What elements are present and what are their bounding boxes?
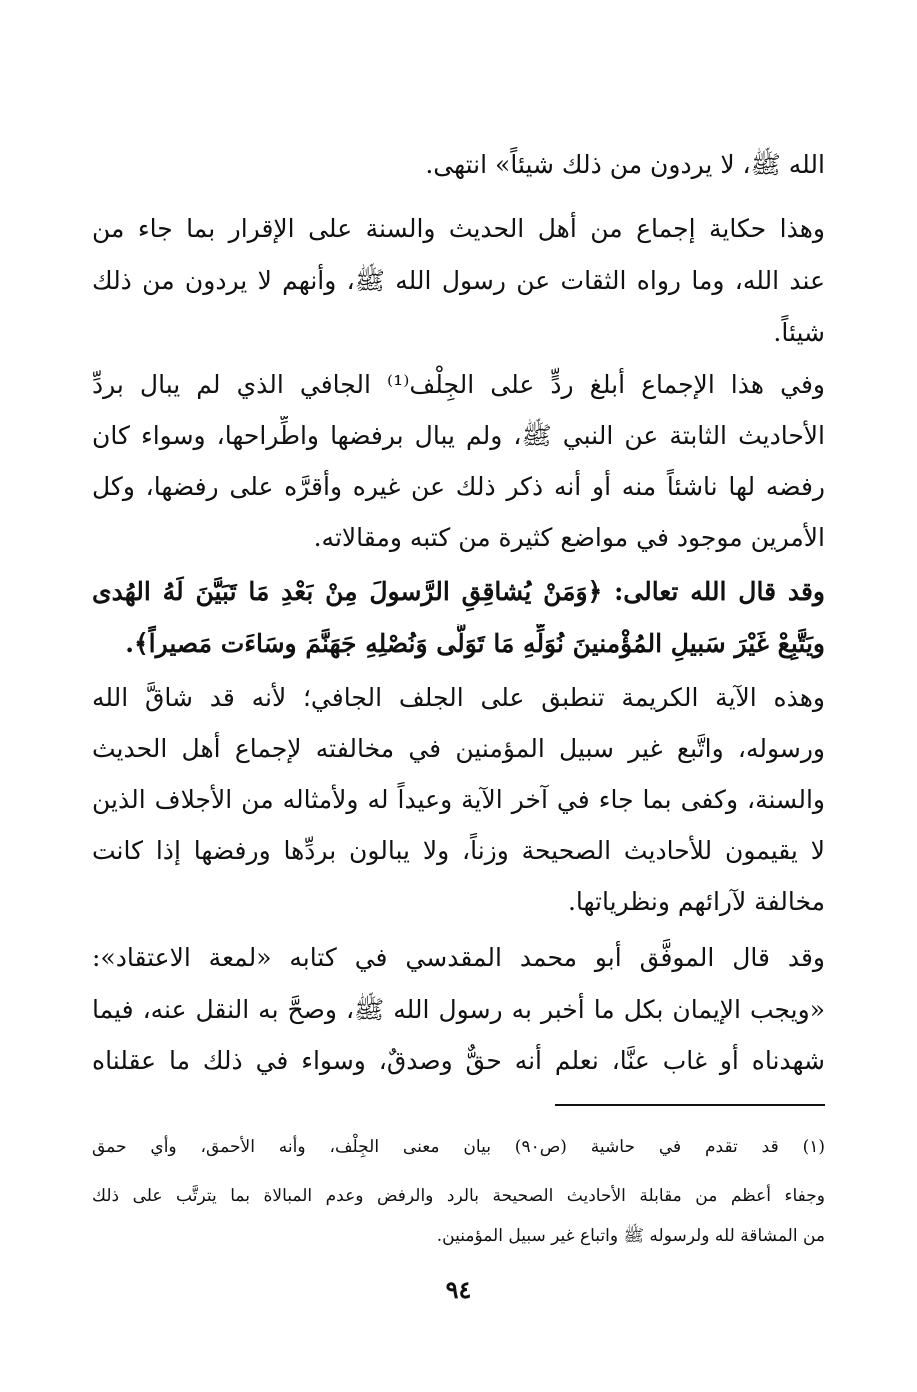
footnote-separator [555,1104,825,1106]
body-line-16: وقد قال الموفَّق أبو محمد المقدسي في كتابه «لمعة الاعتقاد»: [92,943,825,972]
body-line-12: ورسوله، واتَّبع غير سبيل المؤمنين في مخالفته لإجماع أهل الحديث [92,734,825,763]
body-line-4: شيئاً. [773,318,825,347]
body-line-17: «ويجب الإيمان بكل ما أخبر به رسول الله ﷺ، وصحَّ به النقل عنه، فيما [92,995,825,1024]
body-line-2: وهذا حكاية إجماع من أهل الحديث والسنة على الإقرار بما جاء من [92,214,825,243]
body-line-3: عند الله، وما رواه الثقات عن رسول الله ﷺ، وأنهم لا يردون من ذلك [92,266,825,295]
body-line-15: مخالفة لآرائهم ونظرياتها. [567,887,825,916]
body-line-7: رفضه لها ناشئاً منه أو أنه ذكر ذلك عن غيره وأقرَّه على رفضها، وكل [92,472,825,501]
body-line-9: وقد قال الله تعالى: ﴿وَمَنْ يُشاقِقِ الرَّسولَ مِنْ بَعْدِ مَا تَبَيَّنَ لَهُ الهُدى [92,577,825,606]
body-line-14: لا يقيمون للأحاديث الصحيحة وزناً، ولا يبالون بردِّها ورفضها إذا كانت [92,836,825,865]
footnote-line-2: وجفاء أعظم من مقابلة الأحاديث الصحيحة بالرد والرفض وعدم المبالاة بما يترتَّب على ذلك [92,1186,825,1206]
body-line-8: الأمرين موجود في مواضع كثيرة من كتبه ومقالاته. [313,523,825,552]
body-line-5: وفي هذا الإجماع أبلغ ردٍّ على الجِلْف⁽¹⁾ الجافي الذي لم يبال بردِّ [92,370,825,399]
body-line-11: وهذه الآية الكريمة تنطبق على الجلف الجافي؛ لأنه قد شاقَّ الله [92,683,825,712]
body-line-10: ويَتَّبِعْ غَيْرَ سَبيلِ المُؤْمنينَ نُوَلِّهِ مَا تَوَلَّى وَنُصْلِهِ جَهَنَّمَ وسَاءَت مَصيراً﴾. [125,629,825,658]
body-line-13: والسنة، وكفى بما جاء في آخر الآية وعيداً له ولأمثاله من الأجلاف الذين [92,785,825,814]
body-line-6: الأحاديث الثابتة عن النبي ﷺ، ولم يبال برفضها واطِّراحها، وسواء كان [92,421,825,450]
footnote-line-1: (١) قد تقدم في حاشية (ص٩٠) بيان معنى الجِلْف، وأنه الأحمق، وأي حمق [92,1137,825,1157]
body-line-18: شهدناه أو غاب عنَّا، نعلم أنه حقٌّ وصدقٌ، وسواء في ذلك ما عقلناه [92,1046,825,1075]
body-line-1: الله ﷺ، لا يردون من ذلك شيئاً» انتهى. [425,150,825,179]
page-number: ٩٤ [445,1275,472,1304]
footnote-line-3: من المشاقة لله ولرسوله ﷺ واتباع غير سبيل المؤمنين. [436,1226,825,1246]
